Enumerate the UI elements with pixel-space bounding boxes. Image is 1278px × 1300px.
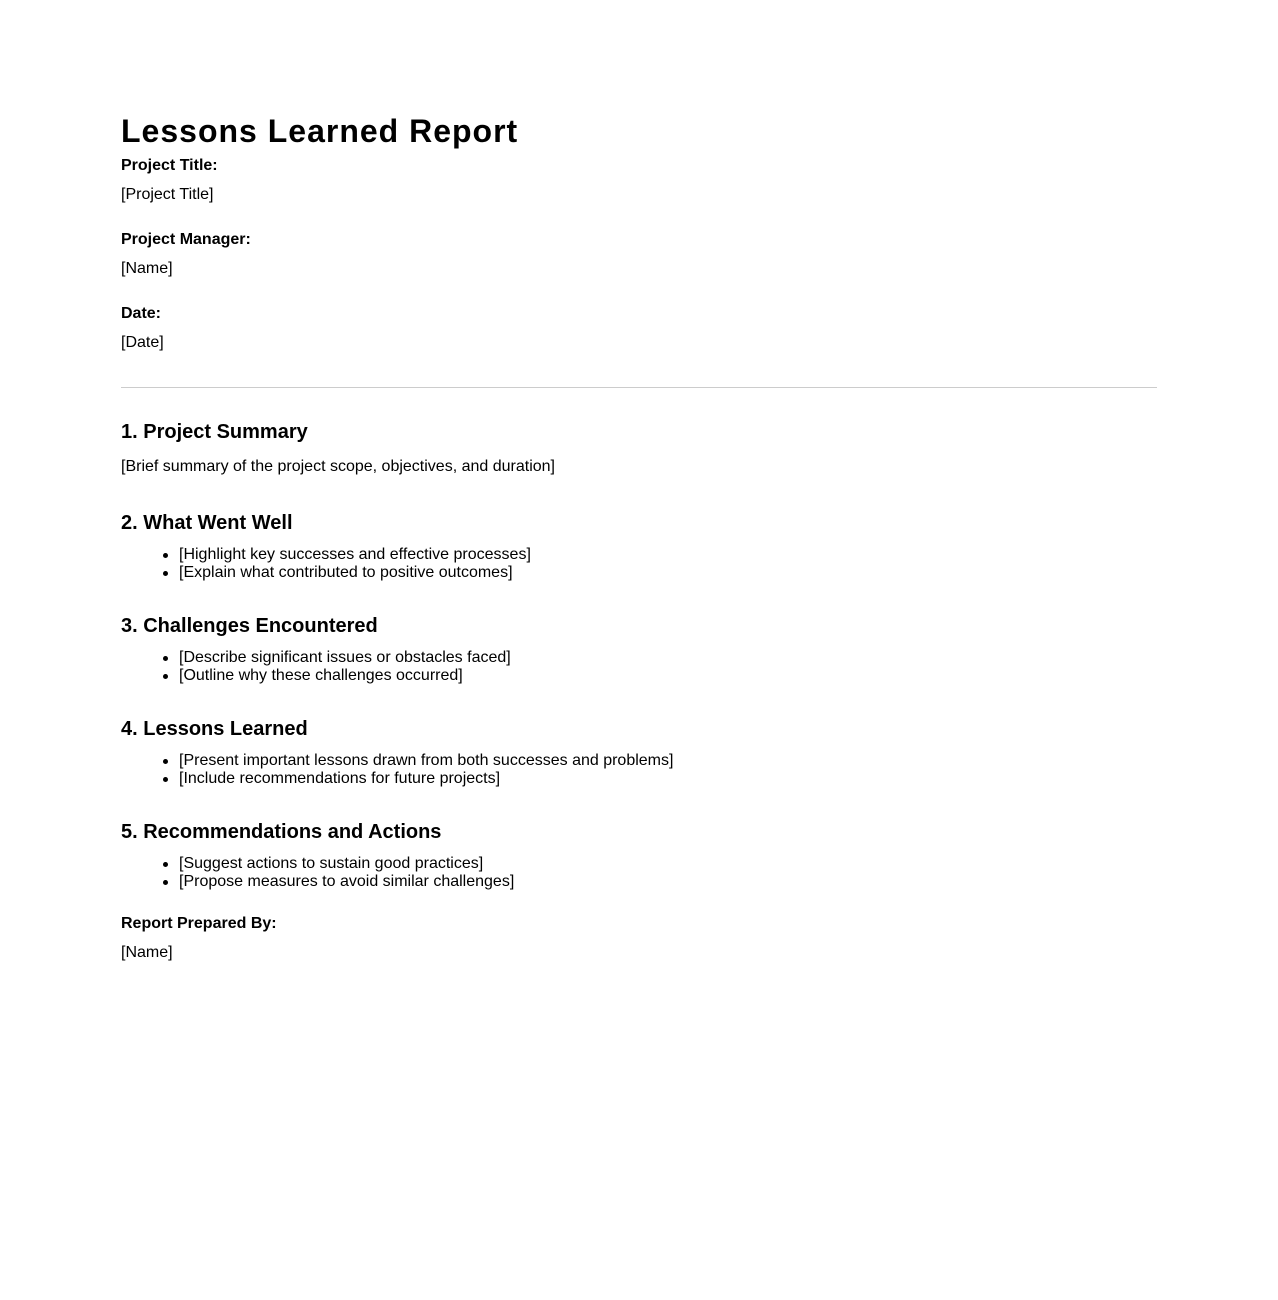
list-item <box>121 564 531 582</box>
list-item <box>121 752 673 770</box>
project-manager-label: Project Manager: <box>121 231 251 248</box>
project-manager-value: [Name] <box>121 260 173 277</box>
bullet-icon <box>163 656 168 661</box>
list-item-text: [Highlight key successes and effective processes] <box>179 546 531 563</box>
date-label: Date: <box>121 305 162 322</box>
list-item-text: [Describe significant issues or obstacles faced] <box>179 649 511 666</box>
what-went-well-list <box>121 546 531 582</box>
bullet-icon <box>163 571 168 576</box>
lessons-learned-heading: 4. Lessons Learned <box>121 718 308 740</box>
bullet-icon <box>163 777 168 782</box>
project-title-label: Project Title: <box>121 157 218 174</box>
section-divider <box>121 387 1157 388</box>
challenges-heading: 3. Challenges Encountered <box>121 615 378 637</box>
list-item <box>121 649 511 667</box>
bullet-icon <box>163 759 168 764</box>
prepared-by-label: Report Prepared By: <box>121 915 277 932</box>
challenges-list <box>121 649 511 685</box>
project-summary-heading: 1. Project Summary <box>121 421 308 443</box>
list-item-text: [Present important lessons drawn from both successes and problems] <box>179 752 674 769</box>
list-item <box>121 667 511 685</box>
lessons-learned-list <box>121 752 673 788</box>
recommendations-list <box>121 855 514 891</box>
list-item <box>121 546 531 564</box>
list-item <box>121 873 514 891</box>
list-item <box>121 770 673 788</box>
project-title-value: [Project Title] <box>121 186 214 203</box>
page-title: Lessons Learned Report <box>121 113 519 149</box>
prepared-by-value: [Name] <box>121 944 173 961</box>
project-summary-text: [Brief summary of the project scope, objectives, and duration] <box>121 458 555 475</box>
list-item-text: [Outline why these challenges occurred] <box>179 667 463 684</box>
list-item-text: [Include recommendations for future projects] <box>179 770 501 787</box>
list-item-text: [Explain what contributed to positive outcomes] <box>179 564 513 581</box>
recommendations-heading: 5. Recommendations and Actions <box>121 821 442 843</box>
what-went-well-heading: 2. What Went Well <box>121 512 293 534</box>
bullet-icon <box>163 862 168 867</box>
list-item-text: [Propose measures to avoid similar challenges] <box>179 873 515 890</box>
bullet-icon <box>163 553 168 558</box>
date-value: [Date] <box>121 334 164 351</box>
list-item <box>121 855 514 873</box>
list-item-text: [Suggest actions to sustain good practices] <box>179 855 484 872</box>
bullet-icon <box>163 880 168 885</box>
bullet-icon <box>163 674 168 679</box>
